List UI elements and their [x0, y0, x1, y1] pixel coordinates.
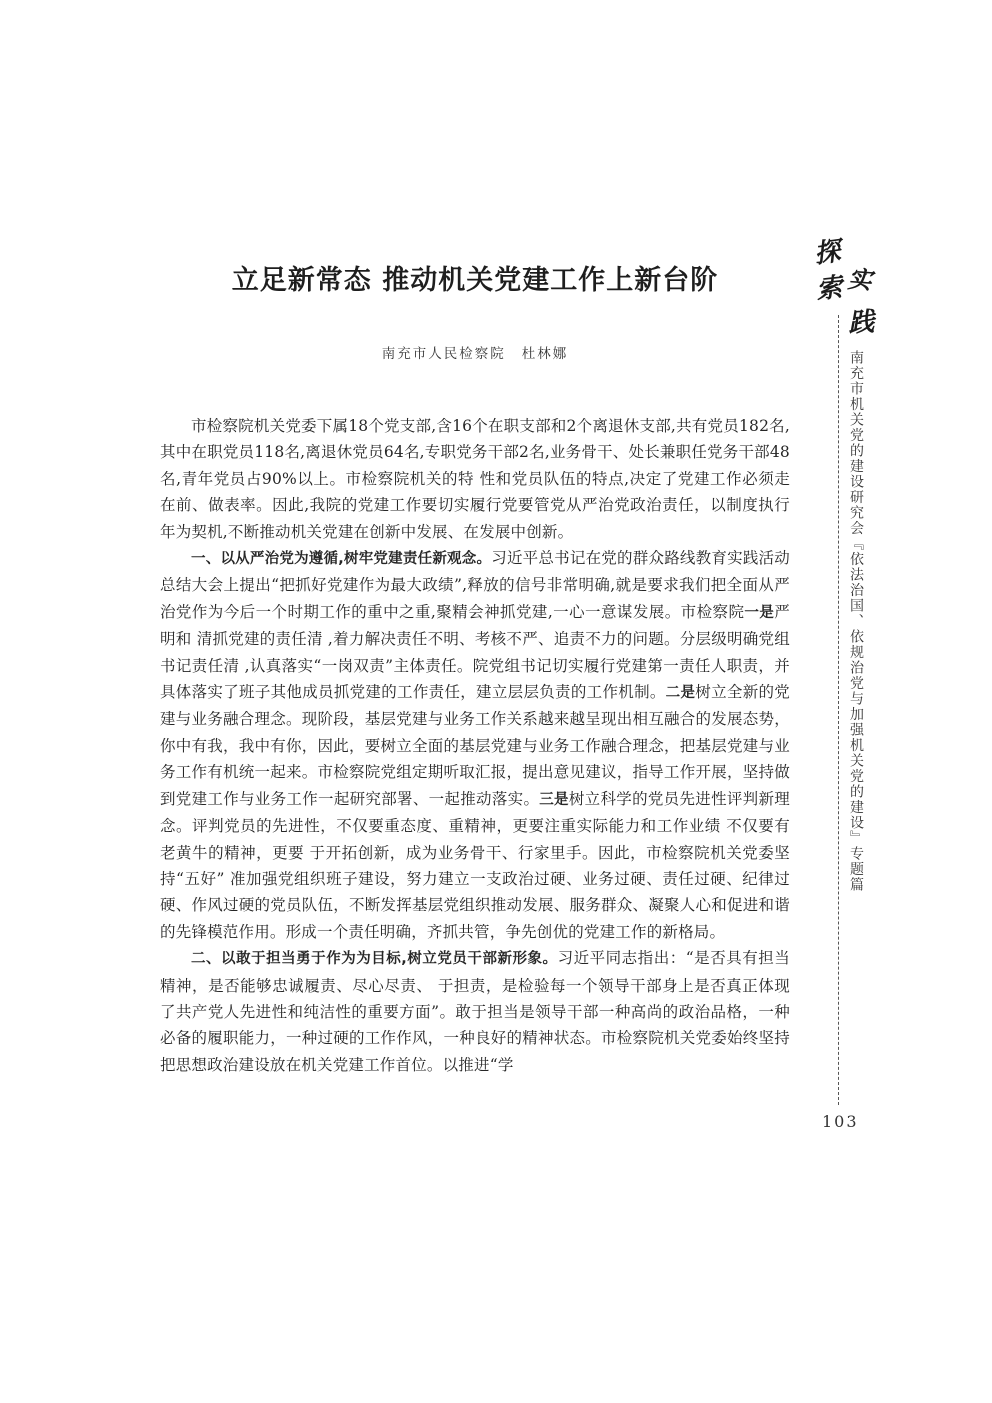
section-1-text-c: 树立全新的党建与业务融合理念。现阶段，基层党建与业务工作关系越来越呈现出相互融合的发展态势，你中有我，我中有你，因此，要树立全面的基层党建与业务工作融合理念，把基层党建与业务工作有机统一起来。市检察院党组定期听取汇报，提出意见建议，指导工作开展，坚持做到党建工作与业务工作一起研究部署、一起推动落实。: [160, 683, 790, 808]
paragraph-intro: 市检察院机关党委下属18个党支部,含16个在职支部和2个离退休支部,共有党员182名,其中在职党员118名,离退休党员64名,专职党务干部2名,业务骨干、处长兼职任党务干部48名,青年党员占90%以上。市检察院机关的特 性和党员队伍的特点,决定了党建工作必须走在前、做表率。因此,我院的党建工作要切实履行党要管党从严治党政治责任，以制度执行年为契机,不断推动机关党建在创新中发展、在发展中创新。: [160, 417, 790, 541]
column-glyph: 实: [846, 264, 873, 295]
section-1-text-d: 树立科学的党员先进性评判新理念。评判党员的先进性，不仅要重态度、重精神，更要注重实际能力和工作业绩 不仅要有老黄牛的精神，更要 于开拓创新，成为业务骨干、行家里手。因此，市检察院机关党委坚持“五好” 准加强党组织班子建设，努力建立一支政治过硬、业务过硬、责任过硬、纪律过硬、作风过硬的党员队伍，不断发挥基层党组织推动发展、服务群众、凝聚人心和促进和谐的先锋模范作用。形成一个责任明确，齐抓共管，争先创优的党建工作的新格局。: [160, 789, 790, 941]
point-2-marker: 二是: [665, 685, 696, 702]
point-1-marker: 一是: [744, 604, 775, 621]
page-number: 103: [822, 1112, 859, 1131]
article-body: [160, 413, 790, 1078]
column-glyph: 践: [847, 307, 876, 339]
section-1-heading: 一、以从严治党为遵循,树牢党建责任新观念。: [191, 551, 492, 568]
paragraph-section-1: [160, 545, 790, 945]
article-title: 立足新常态 推动机关党建工作上新台阶: [231, 265, 719, 296]
author-affiliation: 南充市人民检察院: [381, 346, 506, 362]
section-2-text-a: 习近平同志指出：“是否具有担当精神，是否能够忠诚履责、尽心尽责、 于担责，是检验每一个领导干部身上是否真正体现了共产党人先进性和纯洁性的重要方面”。敢于担当是领导干部一种高尚的政治品格，一种必备的履职能力，一种过硬的工作作风，一种良好的精神状态。市检察院机关党委始终坚持把思想政治建设放在机关党建工作首位。以推进“学: [160, 949, 790, 1074]
paragraph-section-2: [160, 945, 790, 1078]
column-glyph: 探: [812, 236, 843, 270]
column-glyph: 索: [814, 272, 844, 306]
sidebar-dashed-rule: [838, 315, 839, 1105]
section-1-text-b: 严明和 清抓党建的责任清 ,着力解决责任不明、考核不严、追责不力的问题。分层级明确党组书记责任清 ,认真落实“一岗双责”主体责任。院党组书记切实履行党建第一责任人职责，并具体落实了班子其他成员抓党建的工作责任，建立层层负责的工作机制。: [160, 602, 790, 702]
column-logo: [808, 232, 886, 339]
section-1-text-a: 习近平总书记在党的群众路线教育实践活动总结大会上提出“把抓好党建作为最大政绩”,释放的信号非常明确,就是要求我们把全面从严治党作为今后一个时期工作的重中之重,聚精会神抓党建,一心一意谋发展。市检察院: [160, 549, 790, 621]
point-3-marker: 三是: [539, 791, 569, 808]
author-name: 杜林娜: [521, 346, 569, 362]
byline: [160, 342, 790, 362]
sidebar-section-title: 南充市机关党的建设研究会『依法治国、依规治党与加强机关党的建设』专题篇: [848, 350, 864, 893]
section-2-heading: 二、以敢于担当勇于作为为目标,树立党员干部新形象。: [191, 951, 558, 968]
